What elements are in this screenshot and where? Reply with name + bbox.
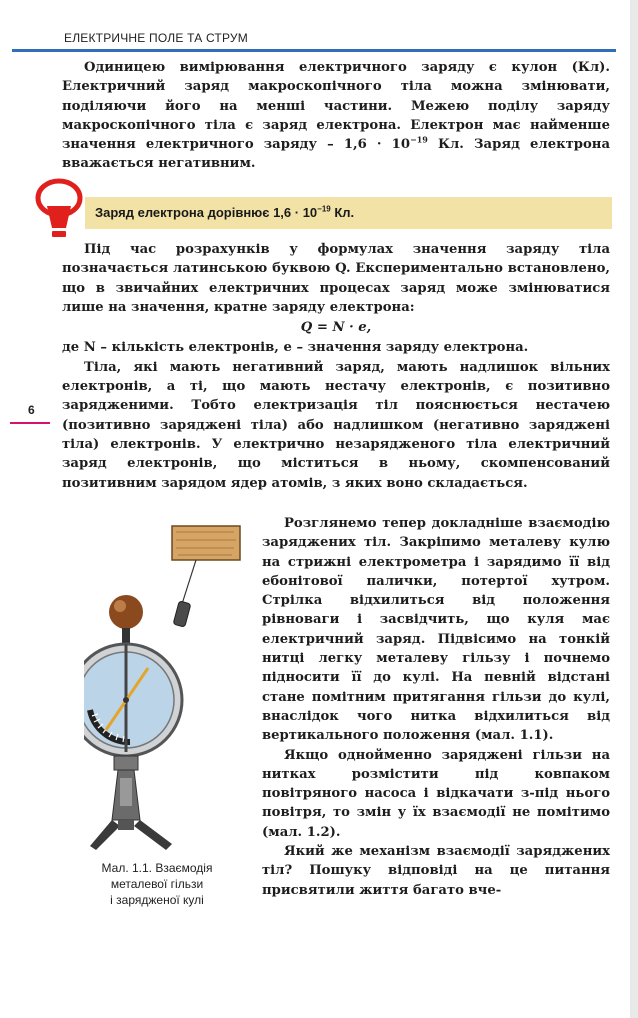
page-number: 6 — [28, 403, 35, 417]
intro-paragraph: Одиницею вимірювання електричного заряду є кулон (Кл). Електричний заряд макроскопічного тіла можна змінювати, поділяючи його на менші частини. Межею поділу заряду макроскопічного тіла є заряд електрона. Електрон має найменше значення електричного заряду – $1,6 \cdot 10^{-19}$ Кл. Заряд електрона вважається негативним. — [62, 60, 610, 172]
caption-line: і зарядженої кулі — [110, 893, 204, 907]
key-fact-box: Заряд електрона дорівнює $1,6 \cdot 10^{-19}$ Кл. — [85, 197, 612, 229]
formula: Q = N · e, — [300, 320, 372, 336]
main-text — [62, 240, 610, 493]
caption-line: металевої гільзи — [110, 877, 204, 891]
page-edge — [630, 0, 638, 1018]
figure-caption — [72, 860, 242, 908]
paragraph-mechanism: Який же механізм взаємодії заряджених тіл? Пошуку відповіді на це питання присвятили життя багато вче- — [262, 844, 610, 898]
paragraph-vacuum: Якщо однойменно заряджені гільзи на нитках розмістити під ковпаком повітряного насоса і відкачати з-під нього повітря, то змін у їх взаємодії не помітимо (мал. 1.2). — [262, 747, 610, 840]
right-column-text — [262, 514, 610, 900]
electrometer-illustration — [84, 520, 264, 860]
paragraph-negative-charge: Тіла, які мають негативний заряд, мають надлишок вільних електронів, а ті, що мають нестачу електронів, є позитивно зарядженими. Тобто електризація тіл пояснюється нестачею (позитивно заряджені тіла) або надлишком (негативно заряджені тіла) електронів. У електрично незарядженого тіла електричний заряд електронів, що міститься в ньому, скомпенсований позитивним зарядом ядер атомів, з яких воно складається. — [62, 359, 610, 491]
paragraph-charge-notation: Під час розрахунків у формулах значення заряду тіла позначається латинською буквою Q. Експериментально встановлено, що в звичайних електричних процесах заряд може змінюватися лише на значення, кратне заряду електрона: — [62, 242, 610, 315]
page-number-marker — [10, 422, 50, 424]
caption-line: Мал. 1.1. Взаємодія — [101, 861, 213, 875]
paragraph-interaction: Розглянемо тепер докладніше взаємодію заряджених тіл. Закріпимо металеву кулю на стрижні електрометра і зарядимо її від ебонітової палички, потертої хутром. Стрілка відхилиться від положення рівноваги і засвідчить, що куля має електричний заряд. Підвісимо на тонкій нитці легку металеву гільзу і почнемо підносити її до кулі. На певній відстані стане помітним притягання гільзи до кулі, внаслідок чого нитка відхилиться від вертикального положення (мал. 1.1). — [262, 516, 610, 744]
section-header: ЕЛЕКТРИЧНЕ ПОЛЕ ТА СТРУМ — [12, 30, 616, 52]
formula-legend: де N – кількість електронів, e – значення заряду електрона. — [62, 340, 529, 356]
